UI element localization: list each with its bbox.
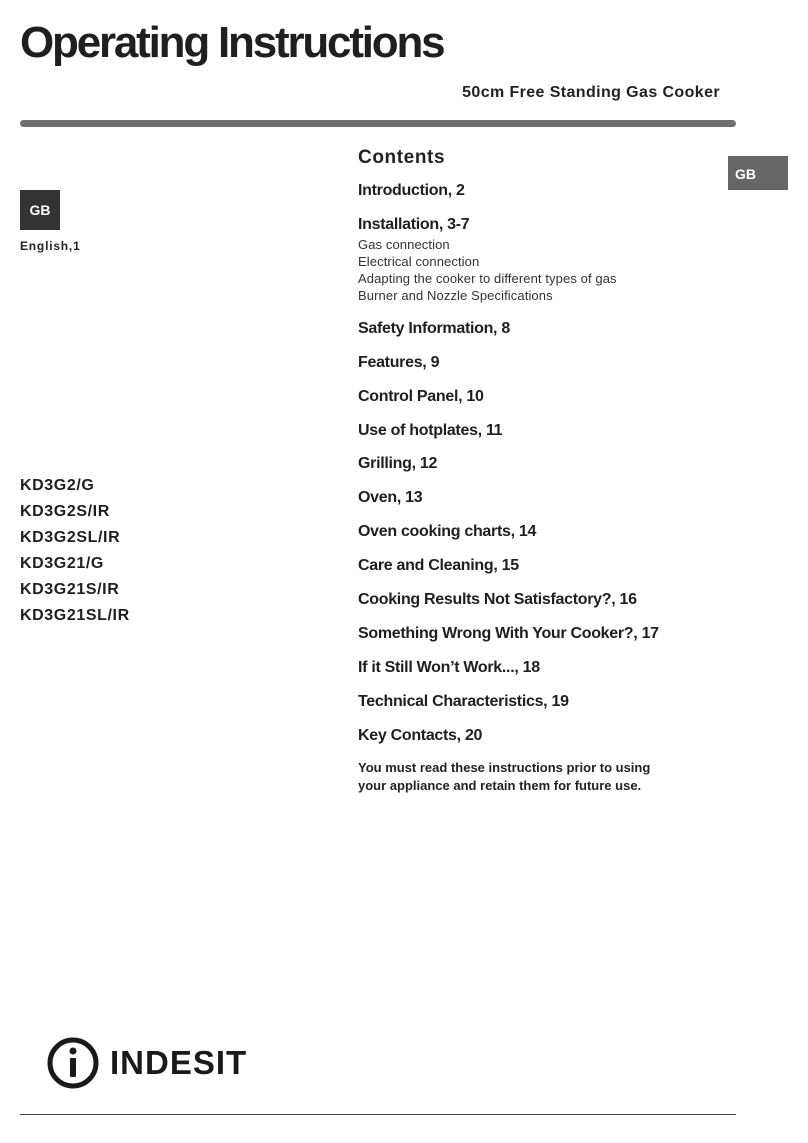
- toc-item-still-wont-work[interactable]: If it Still Won’t Work..., 18: [358, 658, 540, 676]
- toc-item-introduction[interactable]: Introduction, 2: [358, 182, 465, 199]
- toc-item-use-of-hotplates[interactable]: Use of hotplates, 11: [358, 421, 503, 439]
- toc-item-technical-characteristics[interactable]: Technical Characteristics, 19: [358, 692, 569, 710]
- language-label: English,1: [20, 239, 81, 253]
- toc-subitem: Gas connection: [358, 236, 450, 252]
- indesit-logo-icon: [46, 1036, 100, 1090]
- table-of-contents: [358, 146, 738, 795]
- model-item: KD3G21S/IR: [20, 581, 120, 598]
- note-line: your appliance and retain them for future use.: [358, 778, 642, 794]
- toc-item-safety-information[interactable]: Safety Information, 8: [358, 319, 510, 337]
- toc-item-oven[interactable]: Oven, 13: [358, 489, 423, 507]
- model-item: KD3G21/G: [20, 555, 104, 572]
- brand-name: INDESIT: [110, 1044, 248, 1081]
- model-item: KD3G21SL/IR: [20, 607, 130, 624]
- toc-item-oven-cooking-charts[interactable]: Oven cooking charts, 14: [358, 523, 537, 541]
- toc-item-grilling[interactable]: Grilling, 12: [358, 455, 438, 473]
- toc-item-key-contacts[interactable]: Key Contacts, 20: [358, 726, 483, 744]
- contents-heading: Contents: [358, 147, 446, 168]
- toc-item-installation[interactable]: Installation, 3-7: [358, 215, 470, 233]
- model-list: [20, 476, 130, 632]
- toc-item-care-and-cleaning[interactable]: Care and Cleaning, 15: [358, 557, 519, 575]
- toc-subitem: Electrical connection: [358, 253, 480, 269]
- footer-divider: [20, 1114, 736, 1115]
- model-item: KD3G2SL/IR: [20, 529, 121, 546]
- model-item: KD3G2S/IR: [20, 503, 110, 520]
- model-item: KD3G2/G: [20, 477, 95, 494]
- read-instructions-note: [358, 759, 698, 795]
- toc-item-control-panel[interactable]: Control Panel, 10: [358, 387, 484, 405]
- page-title: Operating Instructions: [20, 18, 444, 67]
- note-line: You must read these instructions prior to using: [358, 760, 651, 776]
- header-divider: [20, 120, 736, 127]
- brand-logo: [46, 1036, 247, 1090]
- toc-subitem: Burner and Nozzle Specifications: [358, 287, 553, 303]
- toc-subitem: Adapting the cooker to different types of gas: [358, 270, 617, 286]
- toc-item-something-wrong[interactable]: Something Wrong With Your Cooker?, 17: [358, 624, 659, 642]
- toc-item-cooking-results[interactable]: Cooking Results Not Satisfactory?, 16: [358, 591, 637, 609]
- toc-item-features[interactable]: Features, 9: [358, 353, 440, 371]
- installation-subtopics: [358, 236, 738, 304]
- page-subtitle: 50cm Free Standing Gas Cooker: [462, 84, 720, 101]
- language-tab: GB: [728, 156, 788, 190]
- language-badge: GB: [20, 190, 60, 230]
